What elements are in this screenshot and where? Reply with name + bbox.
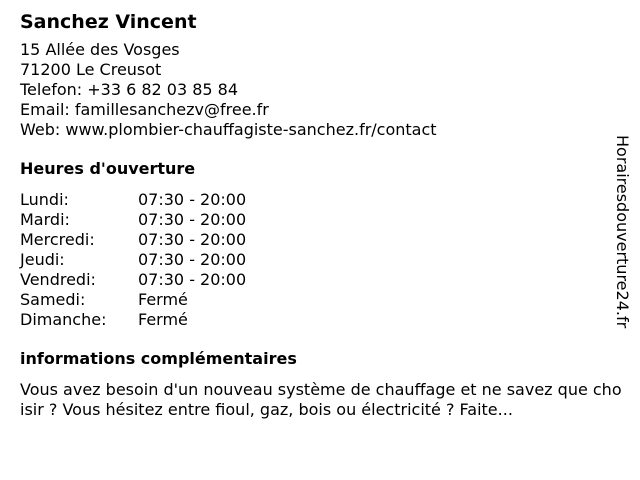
site-watermark: Horairesdouverture24.fr bbox=[613, 135, 632, 329]
hours-heading: Heures d'ouverture bbox=[20, 159, 196, 178]
hours-row-wednesday bbox=[20, 230, 620, 250]
day-label: Jeudi: bbox=[20, 250, 65, 269]
time-value: 07:30 - 20:00 bbox=[138, 250, 247, 269]
time-value: 07:30 - 20:00 bbox=[138, 190, 247, 209]
hours-table bbox=[20, 190, 620, 330]
day-label: Samedi: bbox=[20, 290, 86, 309]
info-description: Vous avez besoin d'un nouveau système de chauffage et ne savez que choisir ? Vous hésitez entre fioul, gaz, bois ou électricité ? Faite... bbox=[20, 380, 622, 419]
business-card bbox=[20, 10, 620, 420]
phone-number: Telefon: +33 6 82 03 85 84 bbox=[20, 80, 239, 99]
email-address: Email: famillesanchezv@free.fr bbox=[20, 100, 269, 119]
hours-row-sunday bbox=[20, 310, 620, 330]
info-heading: informations complémentaires bbox=[20, 349, 297, 368]
address-street: 15 Allée des Vosges bbox=[20, 40, 180, 59]
day-label: Vendredi: bbox=[20, 270, 96, 289]
time-value: Fermé bbox=[138, 310, 188, 329]
address-city: 71200 Le Creusot bbox=[20, 60, 162, 79]
time-value: 07:30 - 20:00 bbox=[138, 230, 247, 249]
time-value: 07:30 - 20:00 bbox=[138, 270, 247, 289]
hours-row-saturday bbox=[20, 290, 620, 310]
website-url: Web: www.plombier-chauffagiste-sanchez.fr/contact bbox=[20, 120, 437, 139]
hours-row-thursday bbox=[20, 250, 620, 270]
hours-row-monday bbox=[20, 190, 620, 210]
day-label: Mercredi: bbox=[20, 230, 95, 249]
hours-row-friday bbox=[20, 270, 620, 290]
day-label: Mardi: bbox=[20, 210, 70, 229]
time-value: Fermé bbox=[138, 290, 188, 309]
day-label: Dimanche: bbox=[20, 310, 107, 329]
business-name: Sanchez Vincent bbox=[20, 11, 197, 33]
hours-row-tuesday bbox=[20, 210, 620, 230]
time-value: 07:30 - 20:00 bbox=[138, 210, 247, 229]
day-label: Lundi: bbox=[20, 190, 69, 209]
